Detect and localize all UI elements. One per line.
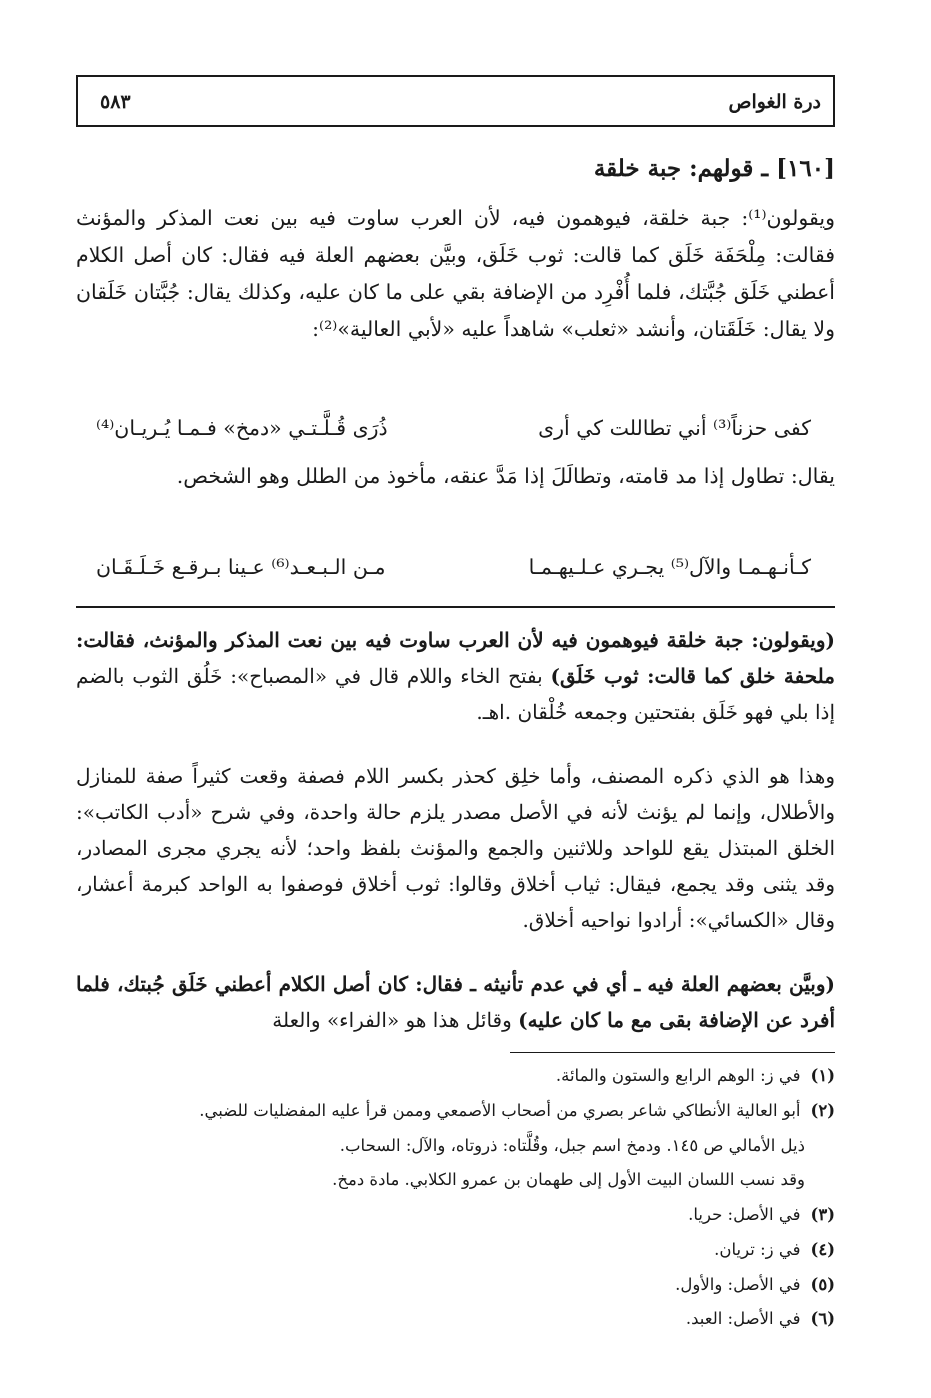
- footnote-6: [686, 1309, 835, 1328]
- footnote-4-number: (٤): [810, 1240, 835, 1259]
- section-title: [١٦٠] ـ قولهم: جبة خلقة: [593, 155, 835, 182]
- main-paragraph-2: يقال: تطاول إذا مد قامته، وتطالَلَ إذا مَدَّ عنقه، مأخوذ من الطلل وهو الشخص.: [176, 464, 835, 488]
- commentary-paragraph-3: [76, 966, 835, 1038]
- footnote-5-number: (٥): [810, 1275, 835, 1294]
- footnote-3-text: في الأصل: حريا.: [688, 1205, 801, 1224]
- footnote-5: [675, 1275, 835, 1294]
- footnote-5-text: في الأصل: والأول.: [675, 1275, 801, 1294]
- poetry-verse-1: [76, 416, 835, 456]
- footnote-1-number: (١): [810, 1066, 835, 1085]
- running-header: [76, 75, 835, 127]
- commentary-3-quoted-text: (وبيَّن بعضهم العلة فيه ـ أي في عدم تأنيثه ـ فقال: كان أصل الكلام أعطني خَلَق جُبتك، فلما أفرد عن الإضافة بقى مع ما كان عليه): [76, 972, 835, 1032]
- footnote-6-number: (٦): [810, 1309, 835, 1328]
- verse-1-first-hemistich: كفى حزناً⁽³⁾ أني تطاللت كي أرى: [538, 416, 811, 440]
- footnote-2-number: (٢): [810, 1101, 835, 1120]
- commentary-paragraph-1: [76, 622, 835, 730]
- verse-2-first-hemistich: كـأنـهـمـا والآل⁽⁵⁾ يجـري عـلـيهـمـا: [528, 555, 811, 579]
- footnote-1: [556, 1066, 835, 1085]
- footnote-2: [199, 1101, 835, 1120]
- main-paragraph-1: ويقولون⁽¹⁾: جبة خلقة، فيوهمون فيه، لأن العرب ساوت فيه بين نعت المذكر والمؤنث فقالت: مِلْحَفَة خَلَق كما قالت: ثوب خَلَق، وبيَّن بعضهم العلة فيه فقال: كان أصل الكلام أعطني خَلَق جُبَّتك، فلما أُفْرِد من الإضافة بقي على ما كان عليه، وكذلك يقال: جُبَّتان خَلَقان ولا يقال: خَلَقَتان، وأنشد «ثعلب» شاهداً عليه «لأبي العالية»⁽²⁾:: [76, 206, 835, 341]
- verse-1-second-hemistich: ذُرَى قُـلَّـتـي «دمخ» فـمـا يُـريـان⁽⁴⁾: [96, 416, 388, 440]
- footnote-1-text: في ز: الوهم الرابع والستون والمائة.: [555, 1066, 801, 1085]
- commentary-1-quoted-text: (ويقولون: جبة خلقة فيوهمون فيه لأن العرب ساوت فيه بين نعت المذكر والمؤنث، فقالت: ملحفة خلق كما قالت: ثوب خَلَق): [76, 628, 835, 688]
- footnote-divider: [510, 1052, 835, 1053]
- footnote-3-number: (٣): [810, 1205, 835, 1224]
- page-number: ٥٨٣: [100, 91, 131, 113]
- commentary-1-explanation: بفتح الخاء واللام قال في «المصباح»: خَلُق الثوب بالضم إذا بلي فهو خَلَق بفتحتين وجمعه خُلْقان .اهـ.: [76, 664, 835, 724]
- footnote-2-continuation-2: وقد نسب اللسان البيت الأول إلى طهمان بن عمرو الكلابي. مادة دمخ.: [332, 1170, 805, 1189]
- footnote-2-continuation-1: ذيل الأمالي ص ١٤٥. ودمخ اسم جبل، وقُلَّتاه: ذروتاه، والآل: السحاب.: [339, 1136, 805, 1155]
- footnote-4: [714, 1240, 835, 1259]
- poetry-verse-2: [76, 555, 835, 595]
- footnote-2-text: أبو العالية الأنطاكي شاعر بصري من أصحاب الأصمعي وممن قرأ عليه المفضليات للضبي.: [199, 1101, 801, 1120]
- commentary-3-explanation: وقائل هذا هو «الفراء» والعلة: [272, 1008, 519, 1032]
- header-title: درة الغواص: [728, 91, 821, 113]
- footnote-4-text: في ز: تريان.: [714, 1240, 801, 1259]
- footnote-6-text: في الأصل: العبد.: [685, 1309, 801, 1328]
- main-text-divider: [76, 606, 835, 608]
- verse-2-second-hemistich: مـن الـبـعـد⁽⁶⁾ عـينا بـرقـع خَـلَـقَـان: [96, 555, 386, 579]
- footnote-3: [688, 1205, 835, 1224]
- commentary-paragraph-2: وهذا هو الذي ذكره المصنف، وأما خلِق كحذر بكسر اللام فصفة وقعت كثيراً صفة للمنازل والأطلال، وإنما لم يؤنث لأنه في الأصل مصدر يلزم حالة واحدة، وفي شرح «أدب الكاتب»: الخلق المبتذل يقع للواحد وللاثنين والجمع والمؤنث بلفظ واحد؛ لأنه يجري مجرى المصادر، وقد يثنى وقد يجمع، فيقال: ثياب أخلاق وقالوا: ثوب أخلاق فوصفوا به الواحد كبرمة أعشار، وقال «الكسائي»: أرادوا نواحيه أخلاق.: [76, 764, 835, 932]
